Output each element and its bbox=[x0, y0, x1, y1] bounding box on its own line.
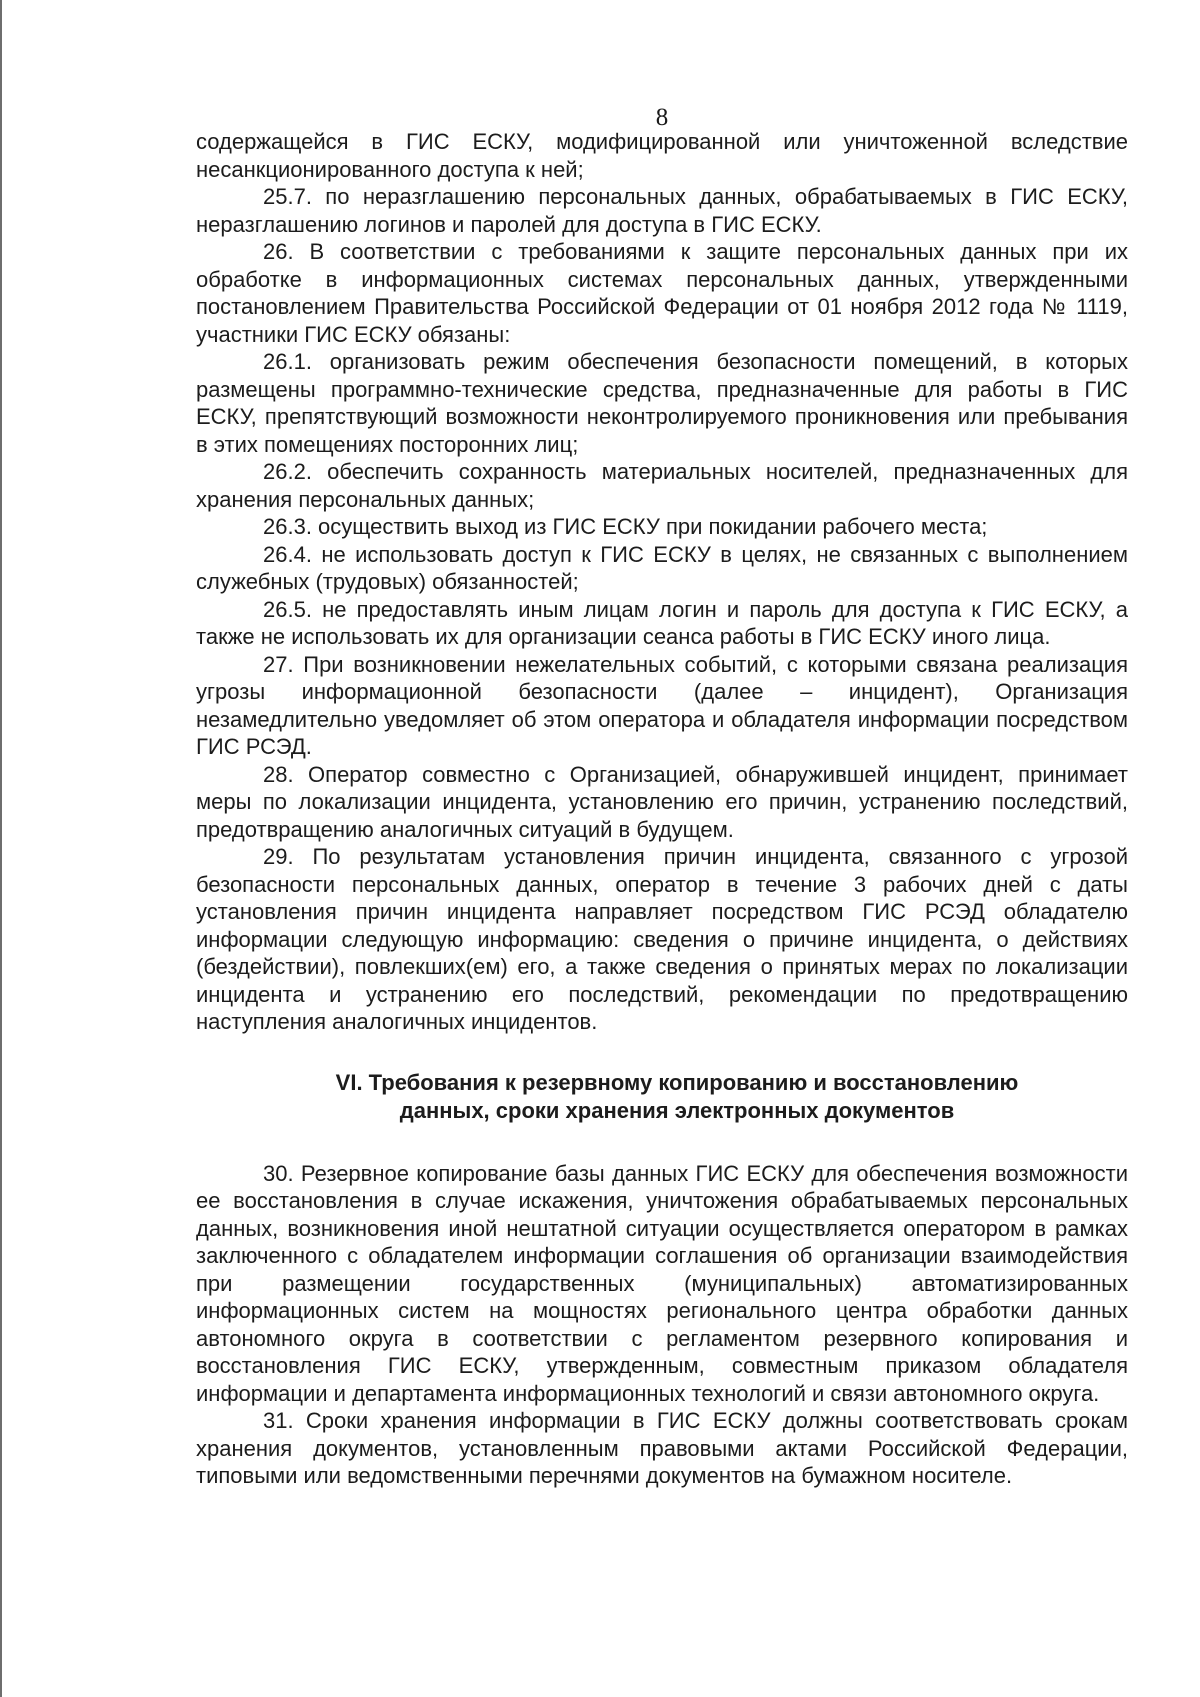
document-body bbox=[196, 128, 1128, 1490]
section-heading-line2: данных, сроки хранения электронных документов bbox=[399, 1097, 955, 1123]
paragraph-p28: 28. Оператор совместно с Организацией, обнаружившей инцидент, принимает меры по локализации инцидента, установлению его причин, устранению последствий, предотвращению аналогичных ситуаций в будущем. bbox=[196, 761, 1128, 842]
section-heading-line1: VI. Требования к резервному копированию и восстановлению bbox=[335, 1069, 1019, 1095]
paragraph-p26: 26. В соответствии с требованиями к защите персональных данных при их обработке в информационных системах персональных данных, утвержденными постановлением Правительства Российской Федерации от 01 ноября 2012 года № 1119, участники ГИС ЕСКУ обязаны: bbox=[196, 239, 1128, 347]
paragraph-cont: содержащейся в ГИС ЕСКУ, модифицированной или уничтоженной вследствие несанкционированного доступа к ней; bbox=[196, 129, 1128, 182]
paragraph-p26-2: 26.2. обеспечить сохранность материальных носителей, предназначенных для хранения персональных данных; bbox=[196, 459, 1128, 512]
paragraph-p31: 31. Сроки хранения информации в ГИС ЕСКУ должны соответствовать срокам хранения документов, установленным правовыми актами Российской Федерации, типовыми или ведомственными перечнями документов на бумажном носителе. bbox=[196, 1408, 1128, 1488]
paragraph-p26-1: 26.1. организовать режим обеспечения безопасности помещений, в которых размещены программно-технические средства, предназначенные для работы в ГИС ЕСКУ, препятствующий возможности неконтролируемого проникновения или пребывания в этих помещениях посторонних лиц; bbox=[196, 349, 1128, 457]
paragraph-p30: 30. Резервное копирование базы данных ГИС ЕСКУ для обеспечения возможности ее восстановления в случае искажения, уничтожения обрабатываемых персональных данных, возникновения иной нештатной ситуации осуществляется оператором в рамках заключенного с обладателем информации соглашения об организации взаимодействия при размещении государственных (муниципальных) автоматизированных информационных систем на мощностях регионального центра обработки данных автономного округа в соответствии с регламентом резервного копирования и восстановления ГИС ЕСКУ, утвержденным, совместным приказом обладателя информации и департамента информационных технологий и связи автономного округа. bbox=[196, 1160, 1128, 1406]
page-number: 8 bbox=[655, 104, 669, 131]
paragraph-p26-5: 26.5. не предоставлять иным лицам логин и пароль для доступа к ГИС ЕСКУ, а также не использовать их для организации сеанса работы в ГИС ЕСКУ иного лица. bbox=[196, 596, 1128, 649]
paragraph-p25-7: 25.7. по неразглашению персональных данных, обрабатываемых в ГИС ЕСКУ, неразглашению логинов и паролей для доступа в ГИС ЕСКУ. bbox=[196, 184, 1128, 237]
paragraphs-part1 bbox=[196, 128, 1128, 1036]
paragraph-p26-4: 26.4. не использовать доступ к ГИС ЕСКУ в целях, не связанных с выполнением служебных (трудовых) обязанностей; bbox=[196, 541, 1128, 594]
paragraph-p26-3: 26.3. осуществить выход из ГИС ЕСКУ при покидании рабочего места; bbox=[263, 514, 988, 539]
paragraph-p29: 29. По результатам установления причин инцидента, связанного с угрозой безопасности персональных данных, оператор в течение 3 рабочих дней с даты установления причин инцидента направляет посредством ГИС РСЭД обладателю информации следующую информацию: сведения о причине инцидента, о действиях (бездействии), повлекших(ем) его, а также сведения о принятых мерах по локализации инцидента и устранению его последствий, рекомендации по предотвращению наступления аналогичных инцидентов. bbox=[196, 844, 1128, 1034]
paragraph-p27: 27. При возникновении нежелательных событий, с которыми связана реализация угрозы информационной безопасности (далее – инцидент), Организация незамедлительно уведомляет об этом оператора и обладателя информации посредством ГИС РСЭД. bbox=[196, 651, 1128, 759]
scan-left-edge bbox=[0, 0, 2, 1697]
section-heading-vi bbox=[196, 1069, 1128, 1125]
paragraphs-part2 bbox=[196, 1160, 1128, 1490]
